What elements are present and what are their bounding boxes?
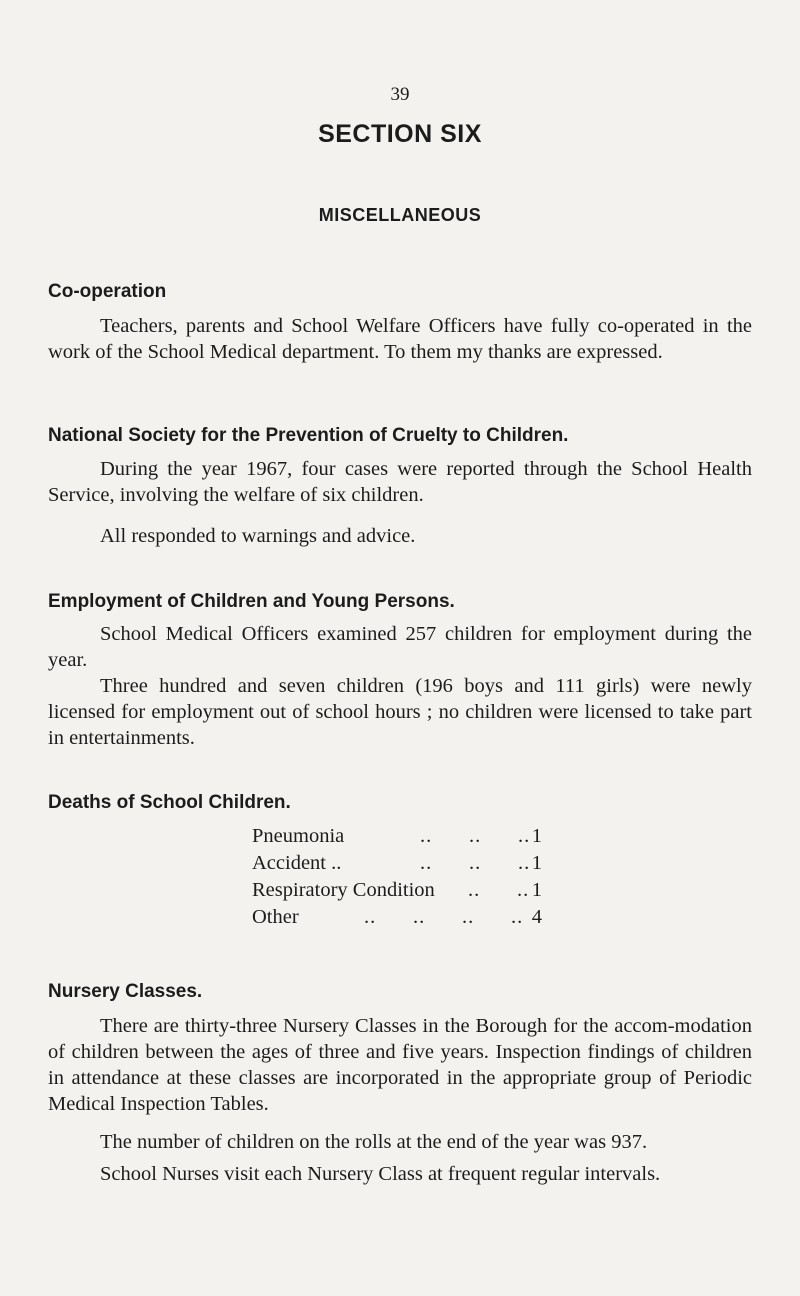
heading-cooperation: Co-operation [48,281,167,302]
leader-dots: .. .. .. [420,852,531,874]
deaths-table [252,823,552,931]
paragraph-nspcc-1: During the year 1967, four cases were reported through the School Health Service, involving the welfare of six children. [48,458,752,506]
heading-employment: Employment of Children and Young Persons. [48,591,455,612]
heading-nspcc: National Society for the Prevention of Cruelty to Children. [48,425,569,446]
deaths-row [252,823,552,850]
page-number: 39 [390,84,410,105]
deaths-row-value: 1 [531,825,542,847]
paragraph-nursery-2: The number of children on the rolls at the end of the year was 937. [100,1131,648,1153]
paragraph-cooperation-1: Teachers, parents and School Welfare Officers have fully co-operated in the work of the School Medical department. To them my thanks are expressed. [48,315,752,363]
deaths-row-label: Other [252,906,299,928]
deaths-row [252,877,552,904]
deaths-row-label: Accident .. [252,852,342,874]
section-title: SECTION SIX [318,120,482,148]
deaths-row [252,850,552,877]
paragraph-employment-2: Three hundred and seven children (196 boys and 111 girls) were newly licensed for employment out of school hours ; no children were licensed to take part in entertainments. [48,675,752,749]
deaths-row [252,904,552,931]
deaths-row-label: Pneumonia [252,825,345,847]
heading-nursery: Nursery Classes. [48,981,203,1002]
deaths-row-value: 1 [531,852,542,874]
deaths-row-label: Respiratory Condition [252,879,435,901]
paragraph-nspcc-2: All responded to warnings and advice. [100,525,416,547]
leader-dots: .. .. .. .. [364,906,524,928]
deaths-row-value: 4 [531,906,542,928]
section-subtitle: MISCELLANEOUS [318,205,482,225]
leader-dots: .. .. [468,879,530,901]
paragraph-nursery-3: School Nurses visit each Nursery Class at frequent regular intervals. [100,1163,661,1185]
heading-deaths: Deaths of School Children. [48,792,291,813]
paragraph-employment-1: School Medical Officers examined 257 children for employment during the year. [48,623,752,671]
leader-dots: .. .. .. [420,825,531,847]
paragraph-nursery-1: There are thirty-three Nursery Classes in the Borough for the accom-modation of children between the ages of three and five years. Inspection findings of children in attendance at these classes are incorporated in the appropriate group of Periodic Medical Inspection Tables. [48,1015,752,1115]
deaths-row-value: 1 [531,879,542,901]
